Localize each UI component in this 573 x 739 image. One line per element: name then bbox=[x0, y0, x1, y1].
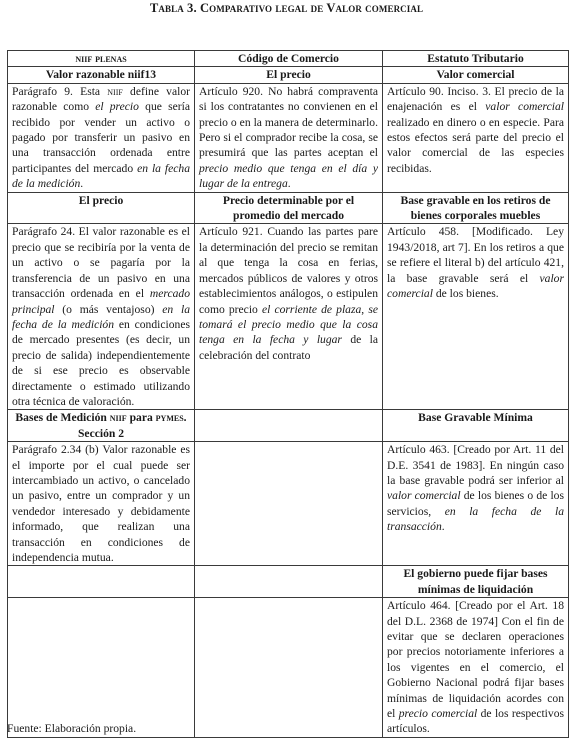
cell-paragrafo-24: Parágrafo 24. El valor razonable es el precio que se recibiría por la venta de un activo o se pagaría por la transferencia de un pasivo en una transacción ordenada en el mercado principal (o más ventajoso) en la fecha de la medición en condiciones de mercado presentes (es decir, un precio de salida) independientemente de si ese precio es observable directamente o estimado utilizando otra técnica de valoración. bbox=[8, 224, 195, 410]
subheader-base-gravable-retiros: Base gravable en los retiros de bienes corporales muebles bbox=[383, 192, 569, 224]
cell-articulo-90: Artículo 90. Inciso. 3. El precio de la enajenación es el valor comercial realizado en dinero o en especie. Para estos efectos será parte del precio el valor comercial de las especies recibidas. bbox=[383, 83, 569, 192]
header-niif-plenas: niif plenas bbox=[8, 51, 195, 67]
subheader-base-gravable-minima: Base Gravable Mínima bbox=[383, 410, 569, 442]
subheader-bases-medicion-pymes: Bases de Medición niif para pymes. Sección 2 bbox=[8, 410, 195, 442]
subheader-el-precio-niif: El precio bbox=[8, 192, 195, 224]
cell-articulo-920: Artículo 920. No habrá compraventa si los contratantes no convienen en el precio o en la manera de determinarlo. Pero si el comprador recibe la cosa, se presumirá que las partes aceptan el precio medio que tenga en el día y lugar de la entrega. bbox=[195, 83, 383, 192]
table-row bbox=[8, 224, 569, 410]
subheader-gobierno-bases-minimas: El gobierno puede fijar bases mínimas de liquidación bbox=[383, 566, 569, 598]
table-row bbox=[8, 192, 569, 224]
cell-empty bbox=[195, 598, 383, 738]
cell-articulo-458: Artículo 458. [Modificado. Ley 1943/2018, art 7]. En los retiros a que se refiere el literal b) del artículo 421, la base gravable será el valor comercial de los bienes. bbox=[383, 224, 569, 410]
header-codigo-comercio: Código de Comercio bbox=[195, 51, 383, 67]
cell-empty bbox=[195, 442, 383, 566]
subheader-valor-razonable: Valor razonable niif13 bbox=[8, 67, 195, 83]
table-row bbox=[8, 598, 569, 738]
cell-empty bbox=[8, 566, 195, 598]
cell-paragrafo-9: Parágrafo 9. Esta niif define valor razonable como el precio que sería recibido por vender un activo o pagado por transferir un pasivo en una transacción ordenada entre participantes del mercado en la fecha de la medición. bbox=[8, 83, 195, 192]
comparison-table bbox=[7, 50, 569, 738]
cell-articulo-921: Artículo 921. Cuando las partes pare la determinación del precio se remitan al que tenga la cosa en ferias, mercados públicos de valores y otros establecimientos análogos, o estipulen como precio el corriente de plaza, se tomará el precio medio que la cosa tenga en la fecha y lugar de la celebración del contrato bbox=[195, 224, 383, 410]
table-row bbox=[8, 83, 569, 192]
cell-empty bbox=[195, 566, 383, 598]
table-row bbox=[8, 410, 569, 442]
cell-paragrafo-2-34: Parágrafo 2.34 (b) Valor razonable es el importe por el cual puede ser intercambiado un activo, o cancelado un pasivo, entre un comprador y un vendedor interesado y debidamente informado, que realizan una transacción en condiciones de independencia mutua. bbox=[8, 442, 195, 566]
table-row bbox=[8, 442, 569, 566]
cell-articulo-464: Artículo 464. [Creado por el Art. 18 del D.L. 2368 de 1974] Con el fin de evitar que se declaren operaciones por precios notoriamente inferiores a los vigentes en el comercio, el Gobierno Nacional podrá fijar bases mínimas de liquidación acordes con el precio comercial de los respectivos artículos. bbox=[383, 598, 569, 738]
header-estatuto-tributario: Estatuto Tributario bbox=[383, 51, 569, 67]
cell-empty bbox=[8, 598, 195, 738]
subheader-valor-comercial: Valor comercial bbox=[383, 67, 569, 83]
subheader-el-precio: El precio bbox=[195, 67, 383, 83]
cell-articulo-463: Artículo 463. [Creado por Art. 11 del D.E. 3541 de 1983]. En ningún caso la base gravable podrá ser inferior al valor comercial de los bienes o de los servicios, en la fecha de la transacción. bbox=[383, 442, 569, 566]
table-row bbox=[8, 67, 569, 83]
table-title: Tabla 3. Comparativo legal de Valor comercial bbox=[149, 1, 424, 15]
table-source-note: Fuente: Elaboración propia. bbox=[7, 722, 137, 735]
subheader-precio-determinable: Precio determinable por el promedio del mercado bbox=[195, 192, 383, 224]
cell-empty bbox=[195, 410, 383, 442]
table-row bbox=[8, 566, 569, 598]
table-header-row bbox=[8, 51, 569, 67]
